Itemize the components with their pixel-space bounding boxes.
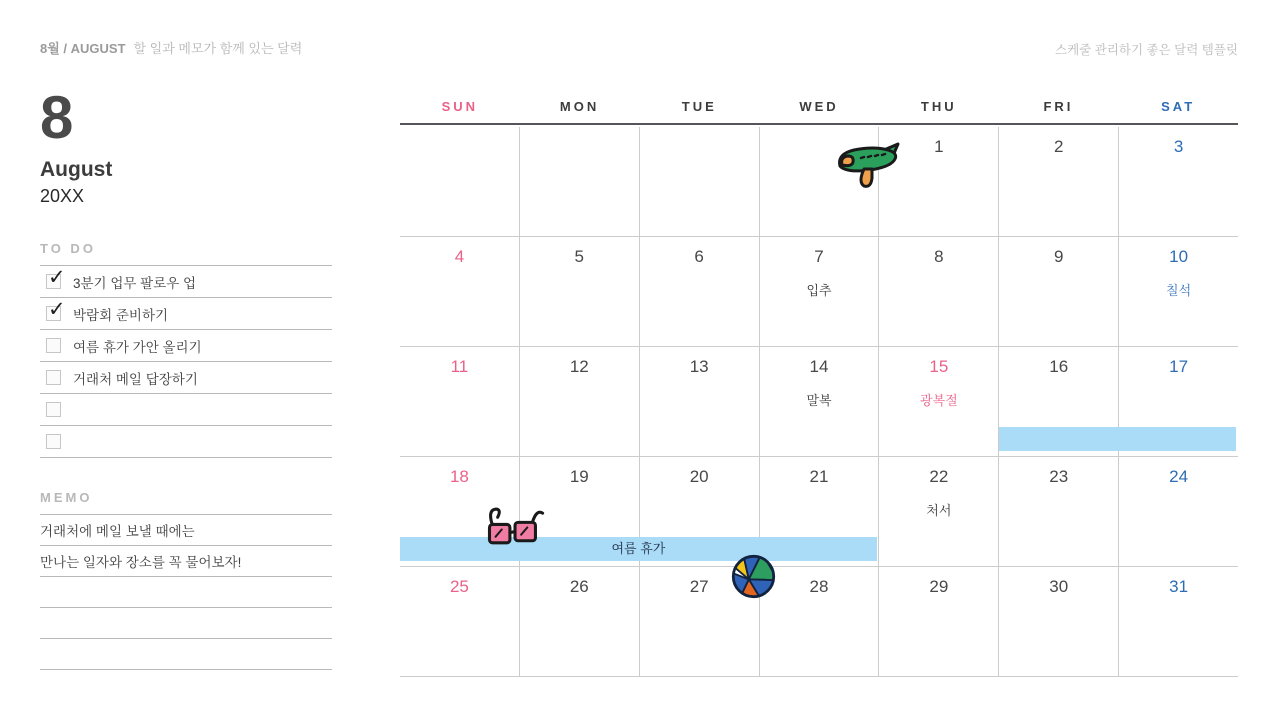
date-number: 18 <box>449 467 469 486</box>
check-icon: ✓ <box>48 266 66 289</box>
memo-row <box>40 515 332 546</box>
date-number: 25 <box>449 577 469 596</box>
calendar-cell-aug-22[interactable] <box>879 457 999 566</box>
calendar-cell-aug-5[interactable] <box>520 237 640 346</box>
memo-row <box>40 546 332 577</box>
memo-section <box>40 490 332 670</box>
calendar-cell-aug-26[interactable] <box>520 567 640 676</box>
calendar-cell-aug-25[interactable] <box>400 567 520 676</box>
calendar-cell-aug-30[interactable] <box>999 567 1119 676</box>
date-number: 2 <box>1053 137 1064 156</box>
day-header-fri: FRI <box>1043 99 1074 114</box>
memo-row <box>40 639 332 670</box>
month-number: 8 <box>40 84 74 151</box>
date-number: 15 <box>929 357 949 376</box>
sunglasses-icon <box>481 505 547 552</box>
calendar-cell-aug-3[interactable] <box>1119 127 1238 236</box>
airplane-icon <box>833 138 903 192</box>
date-number: 31 <box>1169 577 1189 596</box>
date-label: 말복 <box>806 393 832 408</box>
calendar-cell-aug-9[interactable] <box>999 237 1119 346</box>
todo-label: 여름 휴가 가안 올리기 <box>73 339 202 355</box>
date-number: 4 <box>454 247 465 266</box>
calendar-cell-aug-11[interactable] <box>400 347 520 456</box>
day-header-tue: TUE <box>681 99 717 114</box>
calendar-cell-aug-14[interactable] <box>760 347 880 456</box>
todo-checkbox[interactable] <box>46 298 66 321</box>
date-number: 9 <box>1053 247 1064 266</box>
date-number: 27 <box>689 577 709 596</box>
calendar-cell-aug-28[interactable] <box>760 567 880 676</box>
date-number: 7 <box>814 247 824 266</box>
date-number: 1 <box>934 137 944 156</box>
calendar-cell-aug-15[interactable] <box>879 347 999 456</box>
calendar-cell-aug-29[interactable] <box>879 567 999 676</box>
week-row <box>400 237 1238 347</box>
memo-text: 만나는 일자와 장소를 꼭 물어보자! <box>40 555 242 570</box>
memo-title: MEMO <box>40 490 93 505</box>
month-name: August <box>40 158 113 181</box>
calendar-cell-empty[interactable] <box>400 127 520 236</box>
memo-row <box>40 608 332 639</box>
todo-list <box>40 265 332 458</box>
date-number: 19 <box>569 467 589 486</box>
page-subtitle: 할 일과 메모가 함께 있는 달력 <box>133 41 303 56</box>
event-bar-summer-vacation[interactable]: 여름 휴가 <box>400 537 877 561</box>
memo-text: 거래처에 메일 보낼 때에는 <box>40 524 195 539</box>
todo-title: TO DO <box>40 241 96 256</box>
date-number: 14 <box>809 357 829 376</box>
day-header-mon: MON <box>559 99 600 114</box>
calendar <box>400 92 1238 677</box>
date-label: 광복절 <box>920 393 958 408</box>
calendar-cell-aug-24[interactable] <box>1119 457 1238 566</box>
calendar-cell-aug-2[interactable] <box>999 127 1119 236</box>
day-header-sun: SUN <box>441 99 479 114</box>
check-icon: ✓ <box>48 298 66 321</box>
date-number: 3 <box>1173 137 1184 156</box>
day-header-wed: WED <box>799 99 839 114</box>
year-label: 20XX <box>40 186 85 206</box>
date-number: 23 <box>1049 467 1069 486</box>
date-number: 21 <box>809 467 829 486</box>
day-header-sat: SAT <box>1161 99 1196 114</box>
page-header-right-note: 스케줄 관리하기 좋은 달력 템플릿 <box>1055 43 1238 57</box>
date-label: 칠석 <box>1166 283 1192 298</box>
date-number: 24 <box>1169 467 1189 486</box>
calendar-cell-aug-8[interactable] <box>879 237 999 346</box>
page-title: 8월 / AUGUST <box>40 41 126 56</box>
date-number: 29 <box>929 577 949 596</box>
date-number: 30 <box>1049 577 1069 596</box>
week-row <box>400 127 1238 237</box>
todo-label: 거래처 메일 답장하기 <box>73 371 198 387</box>
day-header-row <box>400 92 1238 125</box>
calendar-cell-aug-4[interactable] <box>400 237 520 346</box>
date-number: 16 <box>1049 357 1069 376</box>
date-number: 22 <box>929 467 949 486</box>
todo-checkbox[interactable] <box>46 434 61 449</box>
date-number: 13 <box>689 357 709 376</box>
date-number: 11 <box>450 357 469 376</box>
event-bar-summer-vacation-start[interactable] <box>999 427 1236 451</box>
todo-checkbox[interactable] <box>46 338 61 353</box>
todo-row <box>40 393 332 425</box>
date-number: 8 <box>934 247 944 266</box>
day-header-thu: THU <box>920 99 957 114</box>
todo-row <box>40 361 332 393</box>
memo-list <box>40 514 332 670</box>
date-number: 12 <box>569 357 589 376</box>
date-number: 26 <box>569 577 589 596</box>
date-number: 6 <box>694 247 704 266</box>
calendar-cell-aug-23[interactable] <box>999 457 1119 566</box>
date-label: 입추 <box>806 283 832 298</box>
todo-row <box>40 329 332 361</box>
page-header-left <box>40 38 302 57</box>
date-number: 10 <box>1169 247 1189 266</box>
todo-row <box>40 425 332 457</box>
calendar-grid <box>400 127 1238 677</box>
week-row <box>400 567 1238 677</box>
calendar-cell-aug-13[interactable] <box>640 347 760 456</box>
date-number: 28 <box>809 577 829 596</box>
todo-label: 박람회 준비하기 <box>73 307 169 323</box>
date-number: 17 <box>1169 357 1189 376</box>
calendar-cell-empty[interactable] <box>640 127 760 236</box>
calendar-cell-aug-31[interactable] <box>1119 567 1238 676</box>
date-number: 20 <box>689 467 709 486</box>
todo-row <box>40 265 332 297</box>
todo-checkbox[interactable] <box>46 370 61 385</box>
todo-section <box>40 241 332 458</box>
todo-row <box>40 297 332 329</box>
todo-checkbox[interactable] <box>46 266 66 289</box>
calendar-cell-aug-10[interactable] <box>1119 237 1238 346</box>
todo-checkbox[interactable] <box>46 402 61 417</box>
date-label: 처서 <box>926 503 952 518</box>
memo-row <box>40 577 332 608</box>
calendar-cell-aug-6[interactable] <box>640 237 760 346</box>
calendar-cell-aug-7[interactable] <box>760 237 880 346</box>
calendar-cell-aug-12[interactable] <box>520 347 640 456</box>
beachball-icon <box>730 553 777 600</box>
todo-label: 3분기 업무 팔로우 업 <box>73 275 197 291</box>
calendar-cell-empty[interactable] <box>520 127 640 236</box>
date-number: 5 <box>574 247 585 266</box>
